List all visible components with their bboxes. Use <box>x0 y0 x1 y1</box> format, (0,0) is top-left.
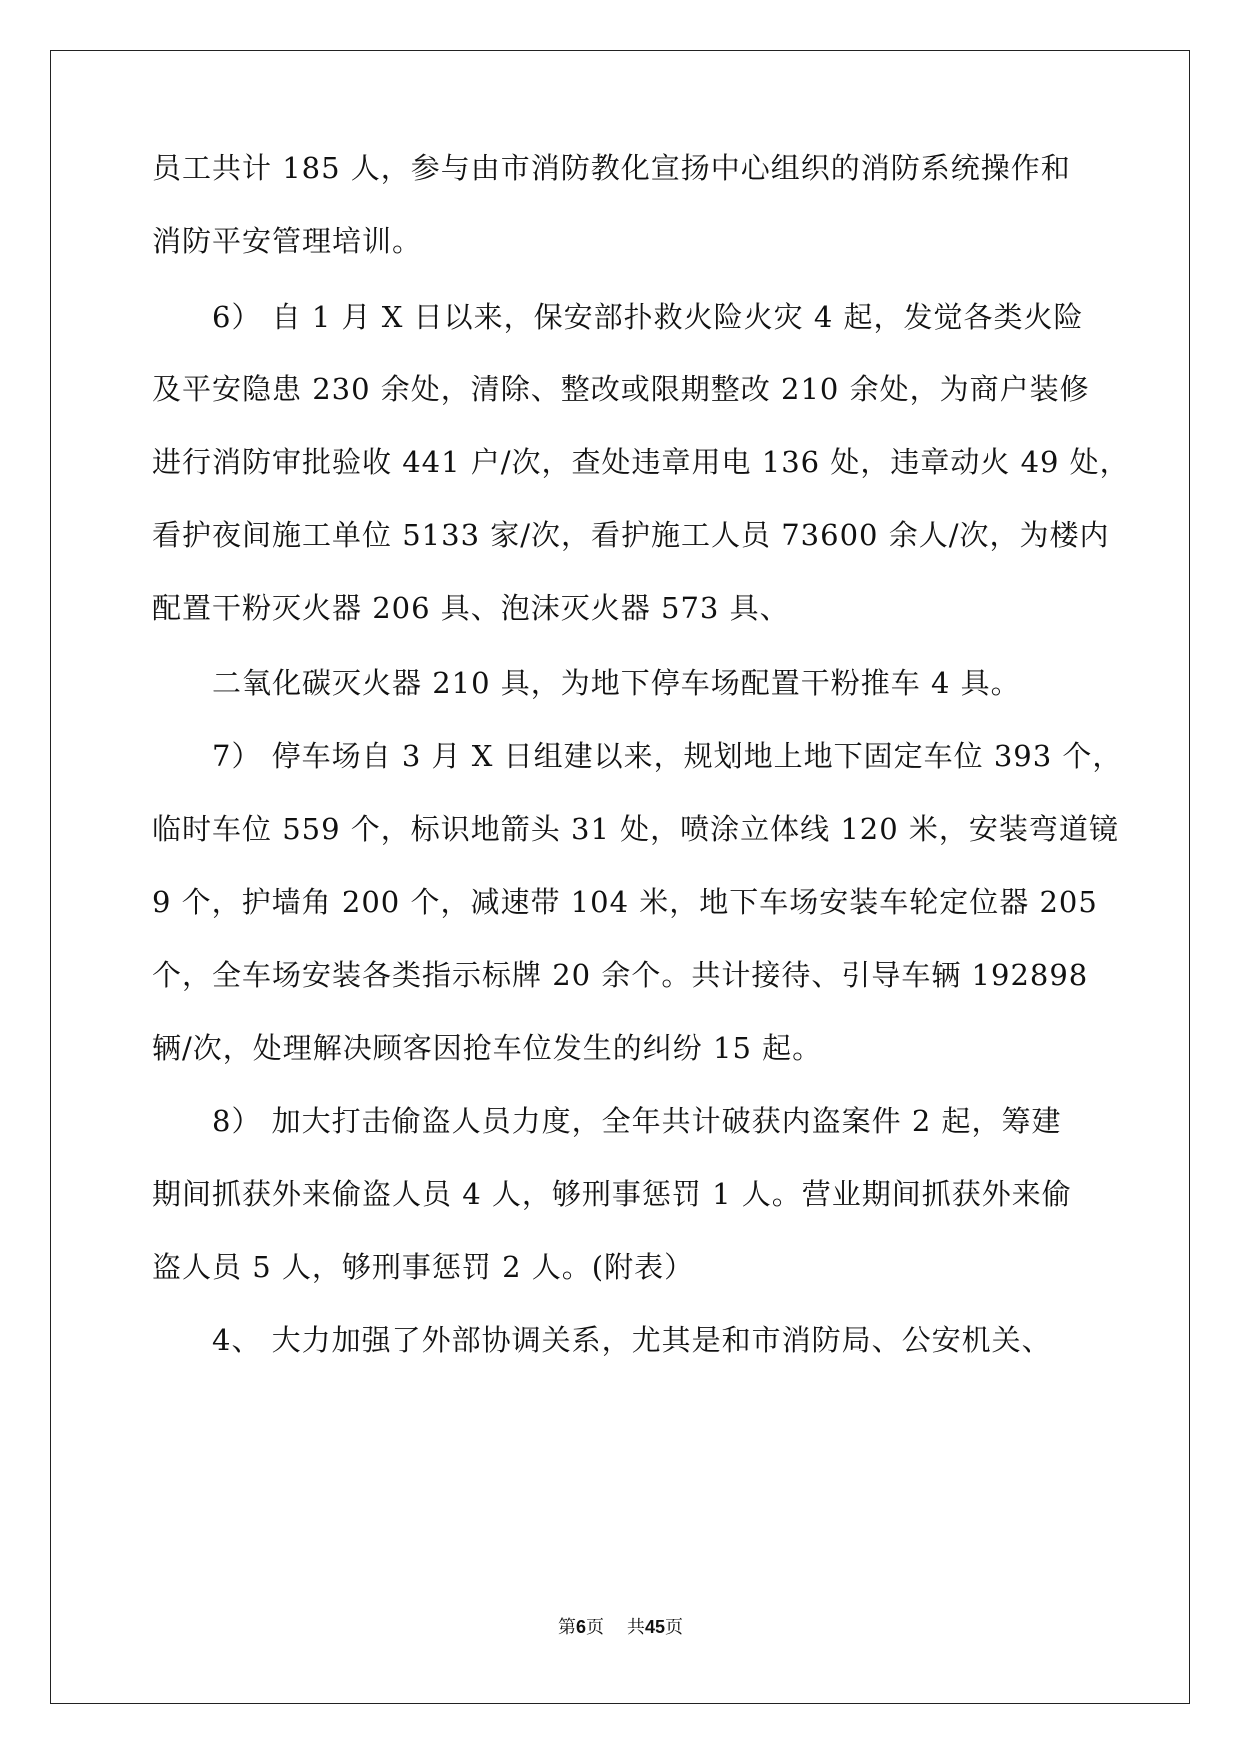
text-line-7: 配置干粉灭火器 206 具、泡沫灭火器 573 具、 <box>152 591 790 625</box>
text-line-6: 看护夜间施工单位 5133 家/次，看护施工人员 73600 余人/次，为楼内 <box>152 518 1110 552</box>
text-line-9: 7） 停车场自 3 月 X 日组建以来，规划地上地下固定车位 393 个， <box>212 739 1123 773</box>
footer-total-pages: 45 <box>644 1617 665 1637</box>
footer-page-number: 6 <box>576 1617 587 1637</box>
footer-page-prefix: 第 <box>558 1617 577 1638</box>
text-line-2: 消防平安管理培训。 <box>152 224 423 258</box>
text-line-4: 及平安隐患 230 余处，清除、整改或限期整改 210 余处，为商户装修 <box>152 372 1090 406</box>
text-line-16: 盗人员 5 人，够刑事惩罚 2 人。(附表） <box>152 1250 695 1284</box>
text-line-17: 4、 大力加强了外部协调关系，尤其是和市消防局、公安机关、 <box>212 1323 1052 1357</box>
footer-total-suffix: 页 <box>664 1617 683 1638</box>
text-line-8: 二氧化碳灭火器 210 具，为地下停车场配置干粉推车 4 具。 <box>212 666 1021 700</box>
text-line-1: 员工共计 185 人，参与由市消防教化宣扬中心组织的消防系统操作和 <box>152 151 1071 185</box>
text-line-10: 临时车位 559 个，标识地箭头 31 处，喷涂立体线 120 米，安装弯道镜 <box>152 812 1119 846</box>
text-line-13: 辆/次，处理解决顾客因抢车位发生的纠纷 15 起。 <box>152 1031 823 1065</box>
text-line-11: 9 个，护墙角 200 个，减速带 104 米，地下车场安装车轮定位器 205 <box>152 885 1098 919</box>
text-line-3: 6） 自 1 月 X 日以来，保安部扑救火险火灾 4 起，发觉各类火险 <box>212 300 1084 334</box>
text-line-15: 期间抓获外来偷盗人员 4 人，够刑事惩罚 1 人。营业期间抓获外来偷 <box>152 1177 1072 1211</box>
text-line-12: 个，全车场安装各类指示标牌 20 余个。共计接待、引导车辆 192898 <box>152 958 1089 992</box>
page-footer <box>0 1615 1241 1640</box>
text-line-5: 进行消防审批验收 441 户/次，查处违章用电 136 处，违章动火 49 处， <box>152 445 1130 479</box>
footer-page-suffix: 页 共 <box>586 1617 645 1638</box>
text-line-14: 8） 加大打击偷盗人员力度，全年共计破获内盗案件 2 起，筹建 <box>212 1104 1062 1138</box>
